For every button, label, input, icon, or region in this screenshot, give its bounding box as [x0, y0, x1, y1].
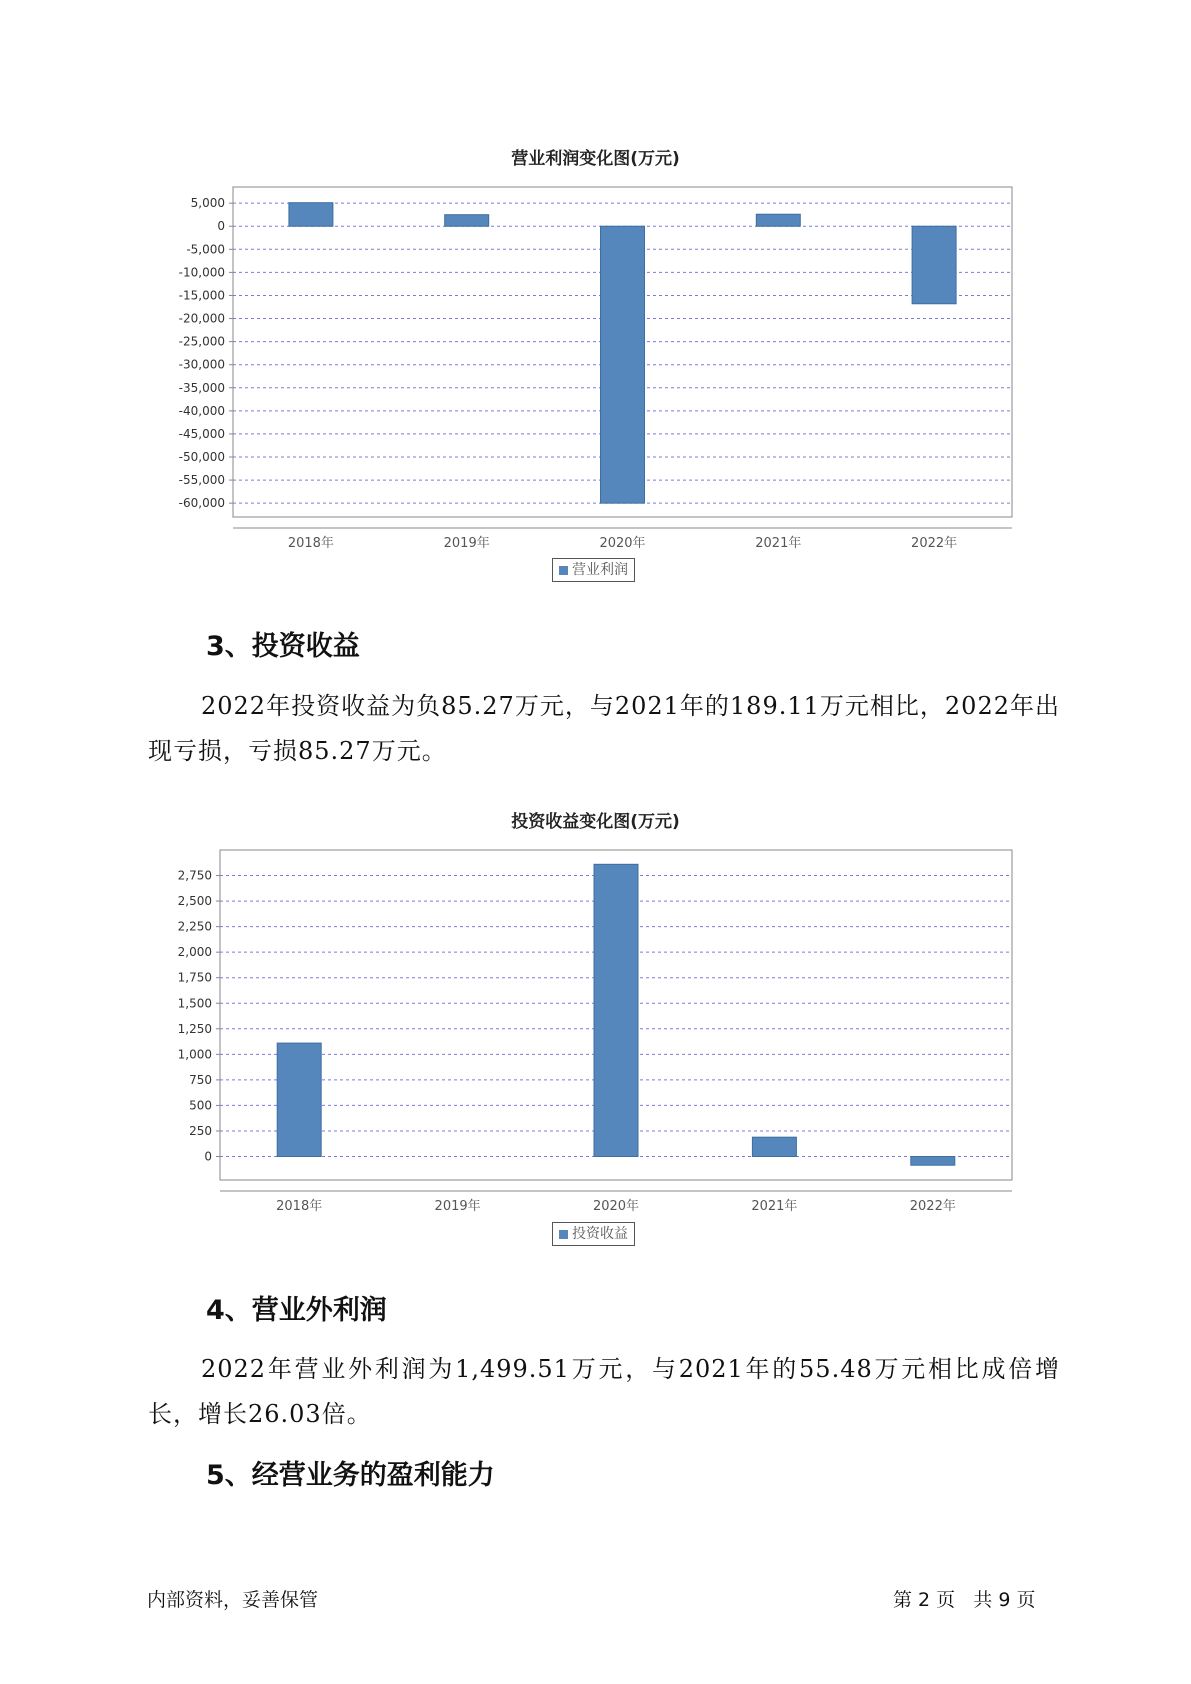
x-tick-label: 2021年 [751, 1199, 798, 1214]
footer-note: 内部资料，妥善保管 [147, 1589, 319, 1611]
y-tick-label: -20,000 [178, 311, 225, 326]
y-tick-label: 0 [204, 1149, 212, 1164]
x-tick-label: 2022年 [911, 536, 958, 551]
section-3-line-2: 出现亏损，亏损85.27万元。 [148, 692, 1060, 765]
x-tick-label: 2020年 [599, 536, 646, 551]
legend-swatch [559, 1230, 568, 1239]
x-tick-label: 2019年 [443, 536, 490, 551]
bar [752, 1137, 796, 1156]
y-tick-label: -10,000 [178, 265, 225, 280]
chart-title: 投资收益变化图(万元) [511, 812, 680, 832]
y-tick-label: -40,000 [178, 403, 225, 418]
y-tick-label: 500 [189, 1098, 212, 1113]
section-4-line-2: 长，增长26.03倍。 [148, 1400, 372, 1428]
x-tick-label: 2018年 [276, 1199, 323, 1214]
legend-label: 投资收益 [572, 1226, 628, 1242]
y-tick-label: -15,000 [178, 288, 225, 303]
x-tick-label: 2022年 [909, 1199, 956, 1214]
section-4-heading: 4、营业外利润 [206, 1295, 387, 1326]
legend-label: 营业利润 [572, 562, 628, 578]
bar [277, 1043, 321, 1156]
x-tick-label: 2021年 [755, 536, 802, 551]
section-4-paragraph [148, 1347, 1060, 1437]
y-tick-label: 2,250 [177, 919, 212, 934]
page-number: 第 2 页 共 9 页 [893, 1589, 1036, 1611]
y-tick-label: 2,000 [177, 945, 212, 960]
y-tick-label: 2,750 [177, 868, 212, 883]
y-tick-label: -45,000 [178, 426, 225, 441]
chart-title: 营业利润变化图(万元) [511, 149, 680, 169]
y-tick-label: -50,000 [178, 450, 225, 464]
section-3-line-1: 2022年投资收益为负85.27万元，与2021年的189.11万元相比，2022年 [201, 692, 1035, 720]
chart-legend [552, 1222, 635, 1246]
y-tick-label: -25,000 [178, 334, 225, 349]
bar [594, 864, 638, 1156]
section-4-line-1: 2022年营业外利润为1,499.51万元，与2021年的55.48万元相比成倍增 [201, 1355, 1060, 1383]
bar [911, 1157, 955, 1166]
y-tick-label: -60,000 [178, 496, 225, 511]
y-tick-label: 0 [217, 219, 225, 234]
y-tick-label: -5,000 [186, 242, 225, 257]
section-5-heading: 5、经营业务的盈利能力 [206, 1460, 495, 1491]
y-tick-label: 2,500 [177, 894, 212, 909]
x-tick-label: 2018年 [287, 536, 334, 551]
y-tick-label: -55,000 [178, 473, 225, 488]
y-tick-label: -30,000 [178, 357, 225, 372]
y-tick-label: 5,000 [190, 196, 225, 211]
x-tick-label: 2019年 [434, 1199, 481, 1214]
y-tick-label: -35,000 [178, 380, 225, 395]
y-tick-label: 1,250 [177, 1021, 212, 1036]
section-3-heading: 3、投资收益 [206, 631, 360, 662]
y-tick-label: 1,000 [177, 1047, 212, 1062]
y-tick-label: 1,750 [177, 970, 212, 985]
x-tick-label: 2020年 [592, 1199, 640, 1214]
y-tick-label: 750 [189, 1072, 212, 1087]
y-tick-label: 1,500 [177, 996, 212, 1011]
y-tick-label: 250 [189, 1123, 212, 1138]
